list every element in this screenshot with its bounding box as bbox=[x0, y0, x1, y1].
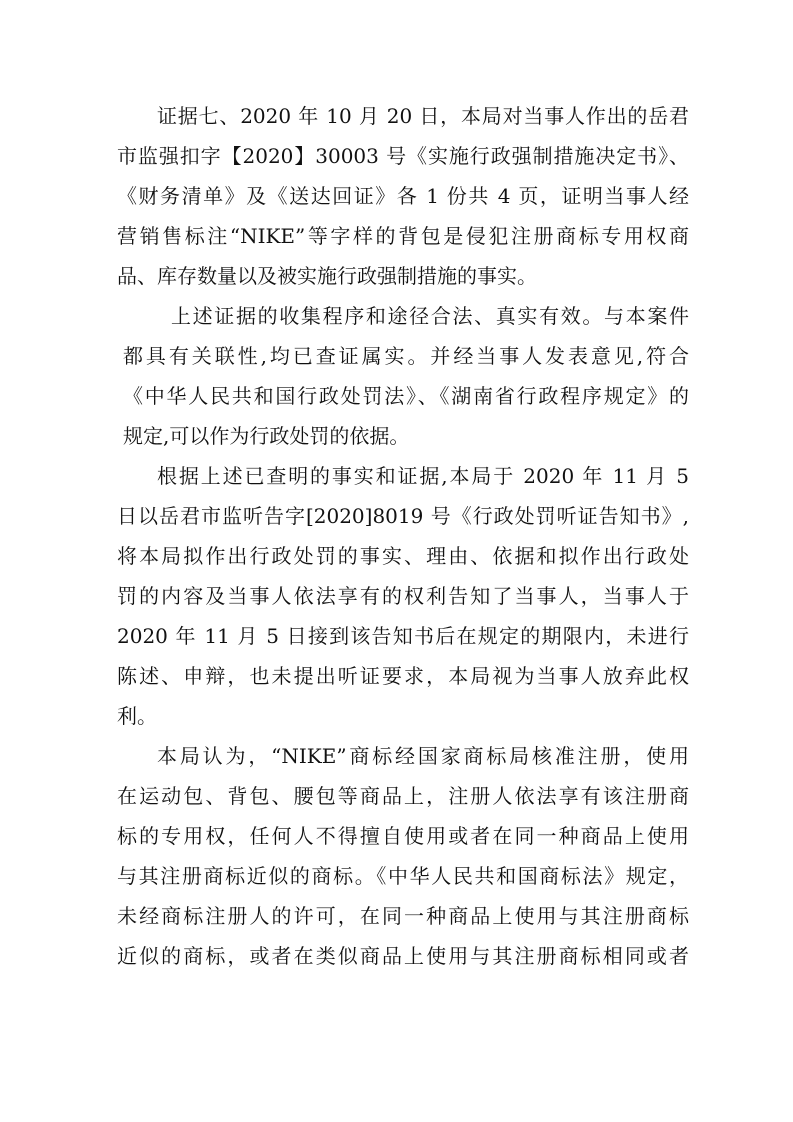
text-line: 市监强扣字【2020】30003 号《实施行政强制措施决定书》、 bbox=[117, 144, 689, 168]
text-line: 营销售标注“NIKE”等字样的背包是侵犯注册商标专用权商 bbox=[117, 224, 689, 248]
text-line: 根据上述已查明的事实和证据,本局于 2020 年 11 月 5 bbox=[157, 464, 689, 488]
text-line: 《中华人民共和国行政处罚法》、《湖南省行政程序规定》的 bbox=[123, 384, 689, 408]
text-line: 日以岳君市监听告字[2020]8019 号《行政处罚听证告知书》, bbox=[117, 504, 689, 528]
text-line: 罚的内容及当事人依法享有的权利告知了当事人，当事人于 bbox=[117, 584, 689, 608]
text-line: 近似的商标，或者在类似商品上使用与其注册商标相同或者 bbox=[117, 944, 689, 968]
paragraph-evidence-validity bbox=[117, 296, 689, 456]
text-line: 证据七、2020 年 10 月 20 日，本局对当事人作出的岳君 bbox=[157, 104, 689, 128]
text-line: 陈述、申辩，也未提出听证要求，本局视为当事人放弃此权 bbox=[117, 664, 689, 688]
text-line: 规定,可以作为行政处罚的依据。 bbox=[123, 424, 410, 448]
paragraph-hearing-notice bbox=[117, 456, 689, 736]
text-line: 在运动包、背包、腰包等商品上，注册人依法享有该注册商 bbox=[117, 784, 689, 808]
text-line: 将本局拟作出行政处罚的事实、理由、依据和拟作出行政处 bbox=[117, 544, 689, 568]
text-line: 品、库存数量以及被实施行政强制措施的事实。 bbox=[117, 264, 537, 288]
text-line: 本局认为，“NIKE”商标经国家商标局核准注册，使用 bbox=[157, 744, 689, 768]
text-line: 标的专用权，任何人不得擅自使用或者在同一种商品上使用 bbox=[117, 824, 689, 848]
text-line: 未经商标注册人的许可，在同一种商品上使用与其注册商标 bbox=[117, 904, 689, 928]
text-line: 利。 bbox=[117, 704, 157, 728]
text-line: 与其注册商标近似的商标。《中华人民共和国商标法》规定， bbox=[117, 864, 689, 888]
text-line: 上述证据的收集程序和途径合法、真实有效。与本案件 bbox=[171, 304, 689, 328]
text-line: 《财务清单》及《送达回证》各 1 份共 4 页，证明当事人经 bbox=[117, 184, 689, 208]
paragraph-bureau-opinion bbox=[117, 736, 689, 976]
paragraph-evidence-seven bbox=[117, 96, 689, 296]
text-line: 都具有关联性,均已查证属实。并经当事人发表意见,符合 bbox=[123, 344, 689, 368]
text-line: 2020 年 11 月 5 日接到该告知书后在规定的期限内，未进行 bbox=[117, 624, 689, 648]
document-body bbox=[117, 96, 689, 976]
